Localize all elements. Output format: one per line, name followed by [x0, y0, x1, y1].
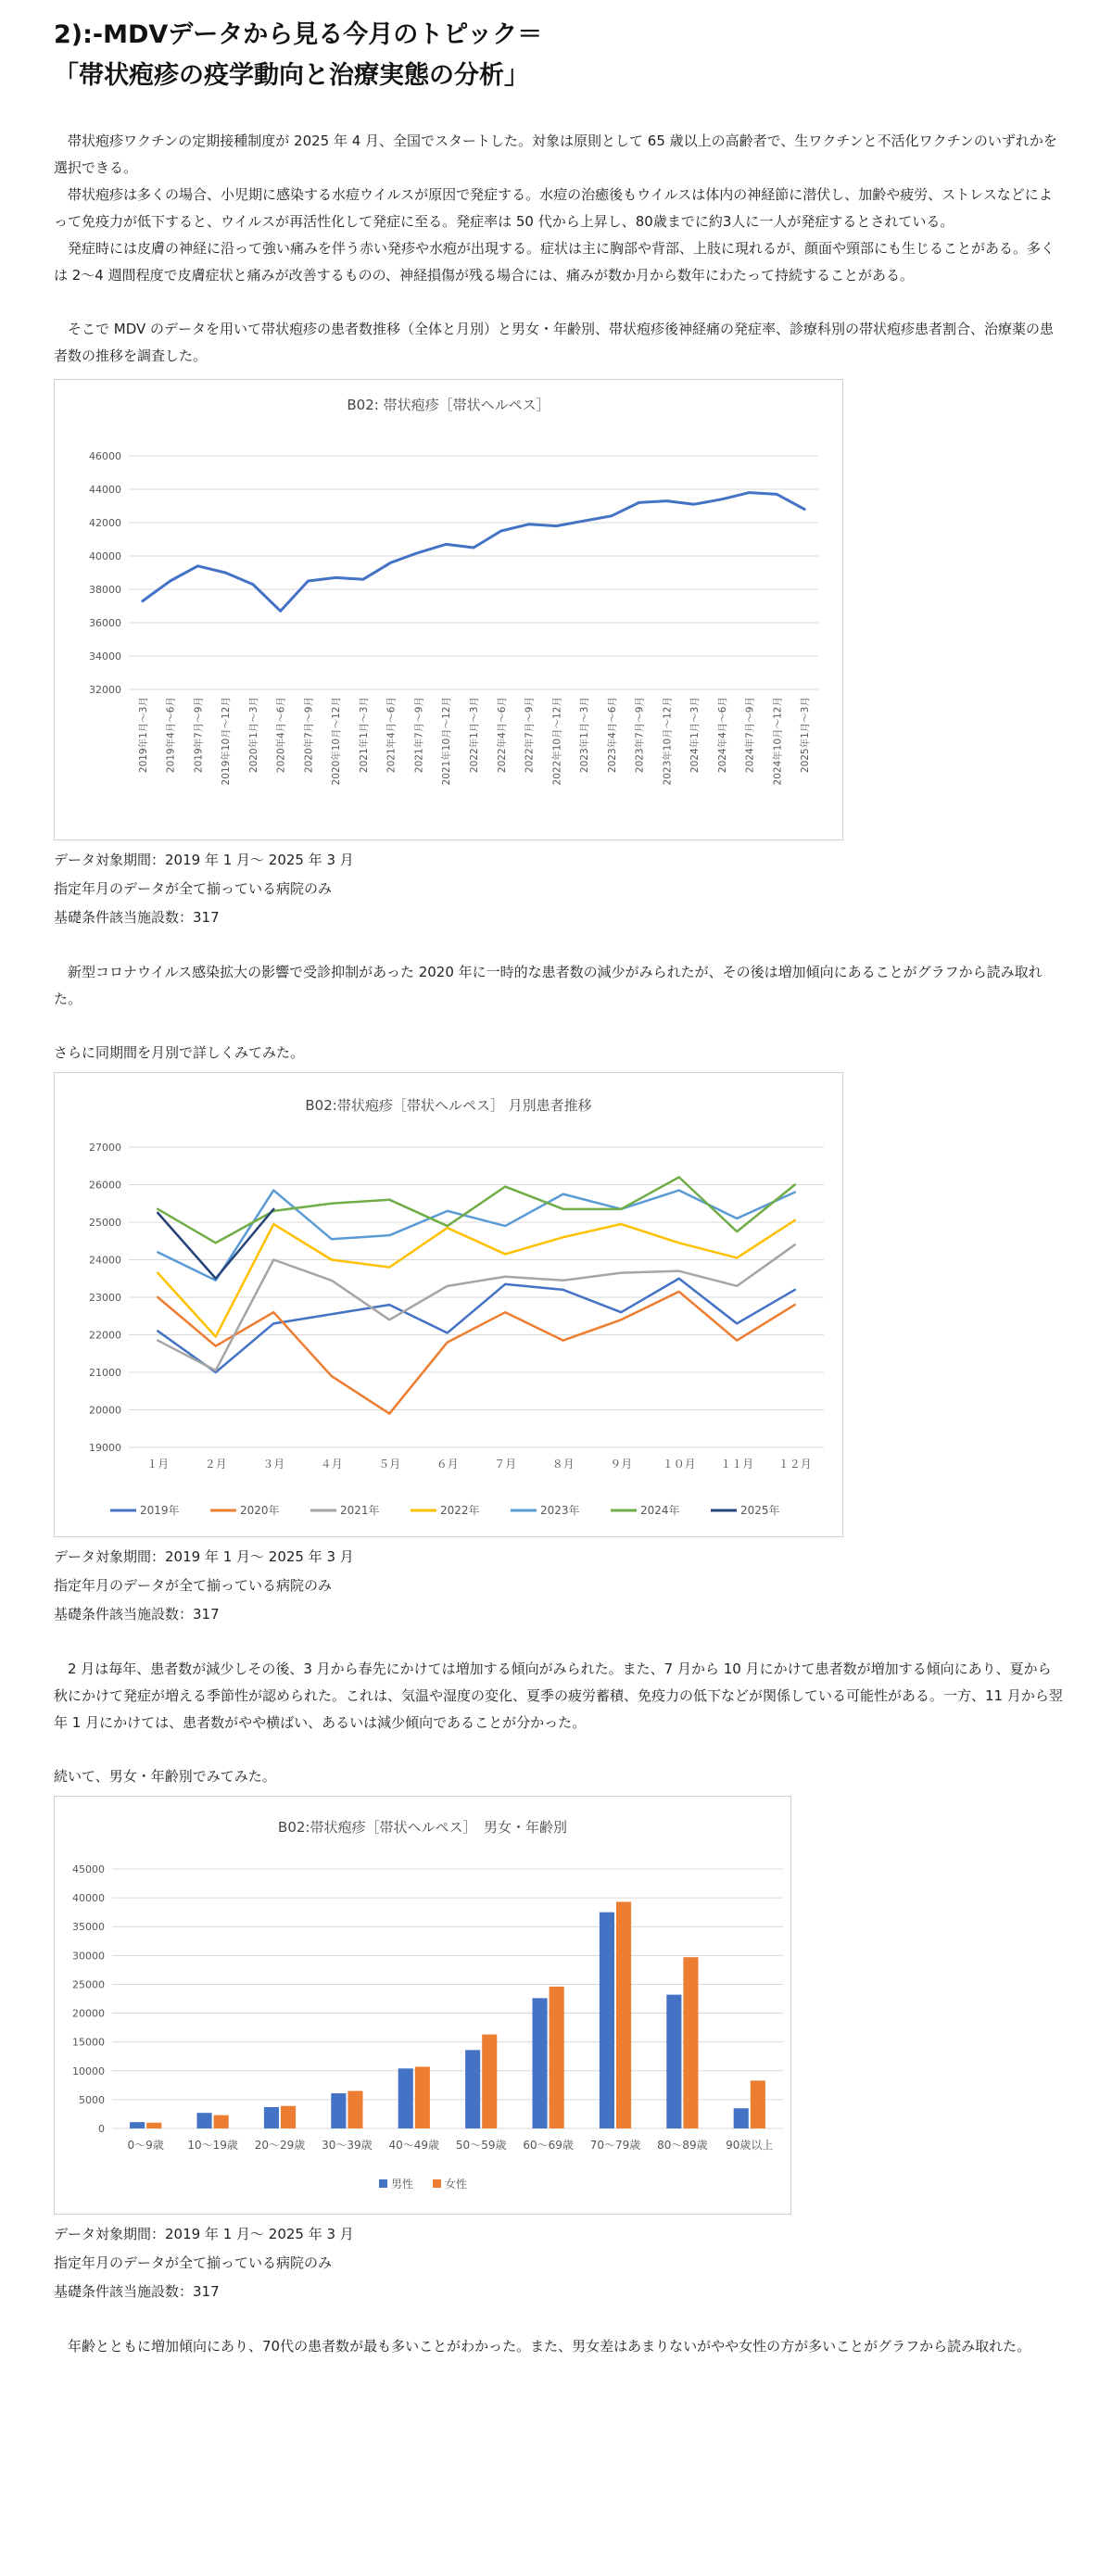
bar — [415, 2066, 430, 2128]
y-tick-label: 40000 — [72, 1892, 105, 1905]
x-tick-label: 2024年4月～6月 — [716, 697, 728, 774]
data-period: データ対象期間：2019 年 1 月～ 2025 年 3 月 — [54, 1548, 354, 1565]
x-tick-label: ８月 — [551, 1458, 575, 1471]
x-tick-label: 2025年1月～3月 — [800, 697, 812, 774]
x-tick-label: 2020年10月～12月 — [331, 697, 343, 786]
x-tick-label: 10～19歳 — [187, 2139, 238, 2152]
y-tick-label: 23000 — [89, 1292, 121, 1304]
bar — [130, 2122, 145, 2128]
seasonality-paragraph: 2 月は毎年、患者数が減少しその後、3 月から春先にかけては増加する傾向がみられた。また、7 月から 10 月にかけて患者数が増加する傾向にあり、夏から秋にかけて発症が増える季節性が認められた。これは、気温や湿度の変化、夏季の疲労蓄積、免疫力の低下などが関係している可能性がある。一方、11 月から翌年 1 月にかけては、患者数がやや横ばい、あるいは減少傾向であることが分かった。 — [54, 1661, 1063, 1731]
legend-label: 女性 — [445, 2178, 468, 2191]
bar — [348, 2091, 362, 2128]
covid-paragraph: 新型コロナウイルス感染拡大の影響で受診抑制があった 2020 年に一時的な患者数の減少がみられたが、その後は増加傾向にあることがグラフから読み取れた。 — [54, 964, 1042, 1007]
bar — [197, 2113, 212, 2128]
chart-quarterly — [54, 379, 843, 840]
legend-label: 2020年 — [240, 1504, 280, 1517]
series-line — [158, 1191, 795, 1281]
y-tick-label: 27000 — [89, 1142, 121, 1154]
facility-count: 基礎条件該当施設数：317 — [54, 909, 220, 926]
y-tick-label: 21000 — [89, 1367, 121, 1379]
x-tick-label: 40～49歳 — [388, 2139, 440, 2152]
y-tick-label: 15000 — [72, 2036, 105, 2049]
x-tick-label: 80～89歳 — [657, 2139, 708, 2152]
gender-age-intro: 続いて、男女・年齢別でみてみた。 — [54, 1768, 276, 1785]
bar — [734, 2108, 749, 2128]
conclusion-paragraph: 年齢とともに増加傾向にあり、70代の患者数が最も多いことがわかった。また、男女差はあまりないがやや女性の方が多いことがグラフから読み取れた。 — [68, 2338, 1031, 2355]
y-tick-label: 26000 — [89, 1179, 121, 1192]
x-tick-label: １２月 — [777, 1458, 812, 1471]
legend-label: 男性 — [391, 2178, 414, 2191]
y-tick-label: 44000 — [89, 484, 121, 496]
bar — [146, 2123, 161, 2128]
y-tick-label: 20000 — [72, 2007, 105, 2020]
bar — [616, 1901, 631, 2128]
bar — [214, 2115, 229, 2128]
x-tick-label: ２月 — [204, 1458, 227, 1471]
x-tick-label: 2020年7月～9月 — [303, 697, 315, 774]
x-tick-label: ７月 — [494, 1458, 517, 1471]
y-tick-label: 40000 — [89, 550, 121, 562]
y-tick-label: 36000 — [89, 617, 121, 629]
bar — [281, 2106, 296, 2128]
x-tick-label: 2020年4月～6月 — [275, 697, 287, 774]
data-condition: 指定年月のデータが全て揃っている病院のみ — [54, 880, 333, 897]
y-tick-label: 24000 — [89, 1254, 121, 1267]
x-tick-label: 2023年10月～12月 — [662, 697, 674, 786]
x-tick-label: 30～39歳 — [322, 2139, 373, 2152]
chart-monthly — [54, 1072, 843, 1537]
x-tick-label: 2022年1月～3月 — [469, 697, 480, 774]
series-line — [158, 1220, 795, 1337]
method-paragraph: そこで MDV のデータを用いて帯状疱疹の患者数推移（全体と月別）と男女・年齢別、帯状疱疹後神経痛の発症率、診療科別の帯状疱疹患者割合、治療薬の患者数の推移を調査した。 — [54, 321, 1055, 364]
x-tick-label: １０月 — [662, 1458, 696, 1471]
chart-title: B02:帯状疱疹［帯状ヘルペス］ 男女・年齢別 — [278, 1819, 567, 1836]
article — [54, 0, 1064, 2360]
x-tick-label: 2024年1月～3月 — [689, 697, 701, 774]
x-tick-label: 2021年7月～9月 — [413, 697, 425, 774]
y-tick-label: 5000 — [79, 2093, 105, 2106]
x-tick-label: 2021年10月～12月 — [441, 697, 453, 786]
legend-label: 2021年 — [340, 1504, 380, 1517]
x-tick-label: 2023年7月～9月 — [634, 697, 646, 774]
chart-gender-age — [54, 1796, 791, 2215]
bar — [550, 1987, 564, 2128]
legend-label: 2023年 — [540, 1504, 580, 1517]
y-tick-label: 22000 — [89, 1329, 121, 1342]
data-period: データ対象期間：2019 年 1 月～ 2025 年 3 月 — [54, 2226, 354, 2242]
y-tick-label: 34000 — [89, 650, 121, 663]
x-tick-label: ９月 — [610, 1458, 633, 1471]
y-tick-label: 30000 — [72, 1950, 105, 1963]
y-tick-label: 20000 — [89, 1404, 121, 1417]
chart-gender-age-svg — [55, 1797, 790, 2214]
bar — [264, 2107, 279, 2128]
x-tick-label: 90歳以上 — [726, 2139, 774, 2152]
x-tick-label: 2024年7月～9月 — [744, 697, 756, 774]
intro-paragraph: 帯状疱疹ワクチンの定期接種制度が 2025 年 4 月、全国でスタートした。対象は原則として 65 歳以上の高齢者で、生ワクチンと不活化ワクチンのいずれかを選択できる。 — [54, 133, 1057, 176]
y-tick-label: 42000 — [89, 517, 121, 529]
y-tick-label: 32000 — [89, 684, 121, 696]
intro-paragraph: 帯状疱疹は多くの場合、小児期に感染する水痘ウイルスが原因で発症する。水痘の治癒後もウイルスは体内の神経節に潜伏し、加齢や疲労、ストレスなどによって免疫力が低下すると、ウイルスが再活性化して発症に至る。発症率は 50 代から上昇し、80歳までに約3人に一人が発症するとされている。 — [54, 186, 1053, 230]
chart-title: B02:帯状疱疹［帯状ヘルペス］ 月別患者推移 — [305, 1097, 592, 1114]
legend-label: 2025年 — [740, 1504, 780, 1517]
x-tick-label: ３月 — [262, 1458, 285, 1471]
facility-count: 基礎条件該当施設数：317 — [54, 1606, 220, 1623]
x-tick-label: 2023年4月～6月 — [606, 697, 618, 774]
y-tick-label: 0 — [98, 2123, 105, 2135]
y-tick-label: 38000 — [89, 584, 121, 596]
y-tick-label: 45000 — [72, 1863, 105, 1875]
bar — [533, 1998, 548, 2128]
legend-label: 2022年 — [440, 1504, 480, 1517]
x-tick-label: ６月 — [436, 1458, 459, 1471]
intro-paragraph: 発症時には皮膚の神経に沿って強い痛みを伴う赤い発疹や水疱が出現する。症状は主に胸部や背部、上肢に現れるが、顔面や頸部にも生じることがある。多くは 2～4 週間程度で皮膚症状と痛みが改善するものの、神経損傷が残る場合には、痛みが数か月から数年にわたって持続することがある。 — [54, 240, 1055, 284]
x-tick-label: 2022年10月～12月 — [551, 697, 563, 786]
x-tick-label: ４月 — [320, 1458, 343, 1471]
y-tick-label: 10000 — [72, 2065, 105, 2077]
x-tick-label: 70～79歳 — [589, 2139, 641, 2152]
legend-label: 2019年 — [140, 1504, 180, 1517]
bar — [482, 2035, 497, 2128]
chart-monthly-svg — [55, 1073, 842, 1536]
bar — [465, 2050, 480, 2128]
bar — [398, 2068, 413, 2128]
legend-swatch — [379, 2179, 387, 2188]
heading-line-1: 2):-MDVデータから見る今月のトピック＝ — [54, 20, 543, 49]
x-tick-label: 50～59歳 — [455, 2139, 507, 2152]
series-line — [143, 493, 804, 612]
x-tick-label: 2021年1月～3月 — [358, 697, 370, 774]
monthly-intro: さらに同期間を月別で詳しくみてみた。 — [54, 1044, 305, 1061]
x-tick-label: 2019年7月～9月 — [193, 697, 205, 774]
facility-count: 基礎条件該当施設数：317 — [54, 2283, 220, 2300]
x-tick-label: １１月 — [720, 1458, 754, 1471]
x-tick-label: 2019年1月～3月 — [137, 697, 149, 774]
x-tick-label: 2019年4月～6月 — [165, 697, 177, 774]
bar — [600, 1913, 614, 2128]
chart-quarterly-svg — [55, 380, 842, 840]
bar — [331, 2093, 346, 2128]
x-tick-label: ５月 — [378, 1458, 401, 1471]
bar — [666, 1995, 681, 2128]
x-tick-label: １月 — [146, 1458, 170, 1471]
x-tick-label: 2023年1月～3月 — [579, 697, 591, 774]
bar — [683, 1957, 698, 2128]
bar — [751, 2080, 765, 2128]
x-tick-label: 2022年7月～9月 — [524, 697, 536, 774]
chart-gender-age-notes — [54, 2220, 1064, 2306]
legend-label: 2024年 — [640, 1504, 680, 1517]
x-tick-label: 2024年10月～12月 — [772, 697, 784, 786]
legend-swatch — [433, 2179, 441, 2188]
y-tick-label: 25000 — [72, 1978, 105, 1991]
data-condition: 指定年月のデータが全て揃っている病院のみ — [54, 1577, 333, 1594]
y-tick-label: 25000 — [89, 1217, 121, 1229]
data-condition: 指定年月のデータが全て揃っている病院のみ — [54, 2254, 333, 2271]
x-tick-label: 2021年4月～6月 — [385, 697, 398, 774]
x-tick-label: 60～69歳 — [523, 2139, 574, 2152]
y-tick-label: 35000 — [72, 1921, 105, 1934]
y-tick-label: 46000 — [89, 450, 121, 462]
data-period: データ対象期間：2019 年 1 月～ 2025 年 3 月 — [54, 852, 354, 868]
x-tick-label: 0～9歳 — [127, 2139, 164, 2152]
chart-title: B02: 帯状疱疹［帯状ヘルペス］ — [347, 397, 550, 413]
x-tick-label: 2019年10月～12月 — [221, 697, 233, 786]
x-tick-label: 2020年1月～3月 — [247, 697, 259, 774]
x-tick-label: 2022年4月～6月 — [496, 697, 508, 774]
chart-quarterly-notes — [54, 846, 1064, 932]
x-tick-label: 20～29歳 — [254, 2139, 306, 2152]
y-tick-label: 19000 — [89, 1442, 121, 1454]
heading-line-2: 「帯状疱疹の疫学動向と治療実態の分析」 — [54, 61, 529, 90]
chart-monthly-notes — [54, 1543, 1064, 1629]
